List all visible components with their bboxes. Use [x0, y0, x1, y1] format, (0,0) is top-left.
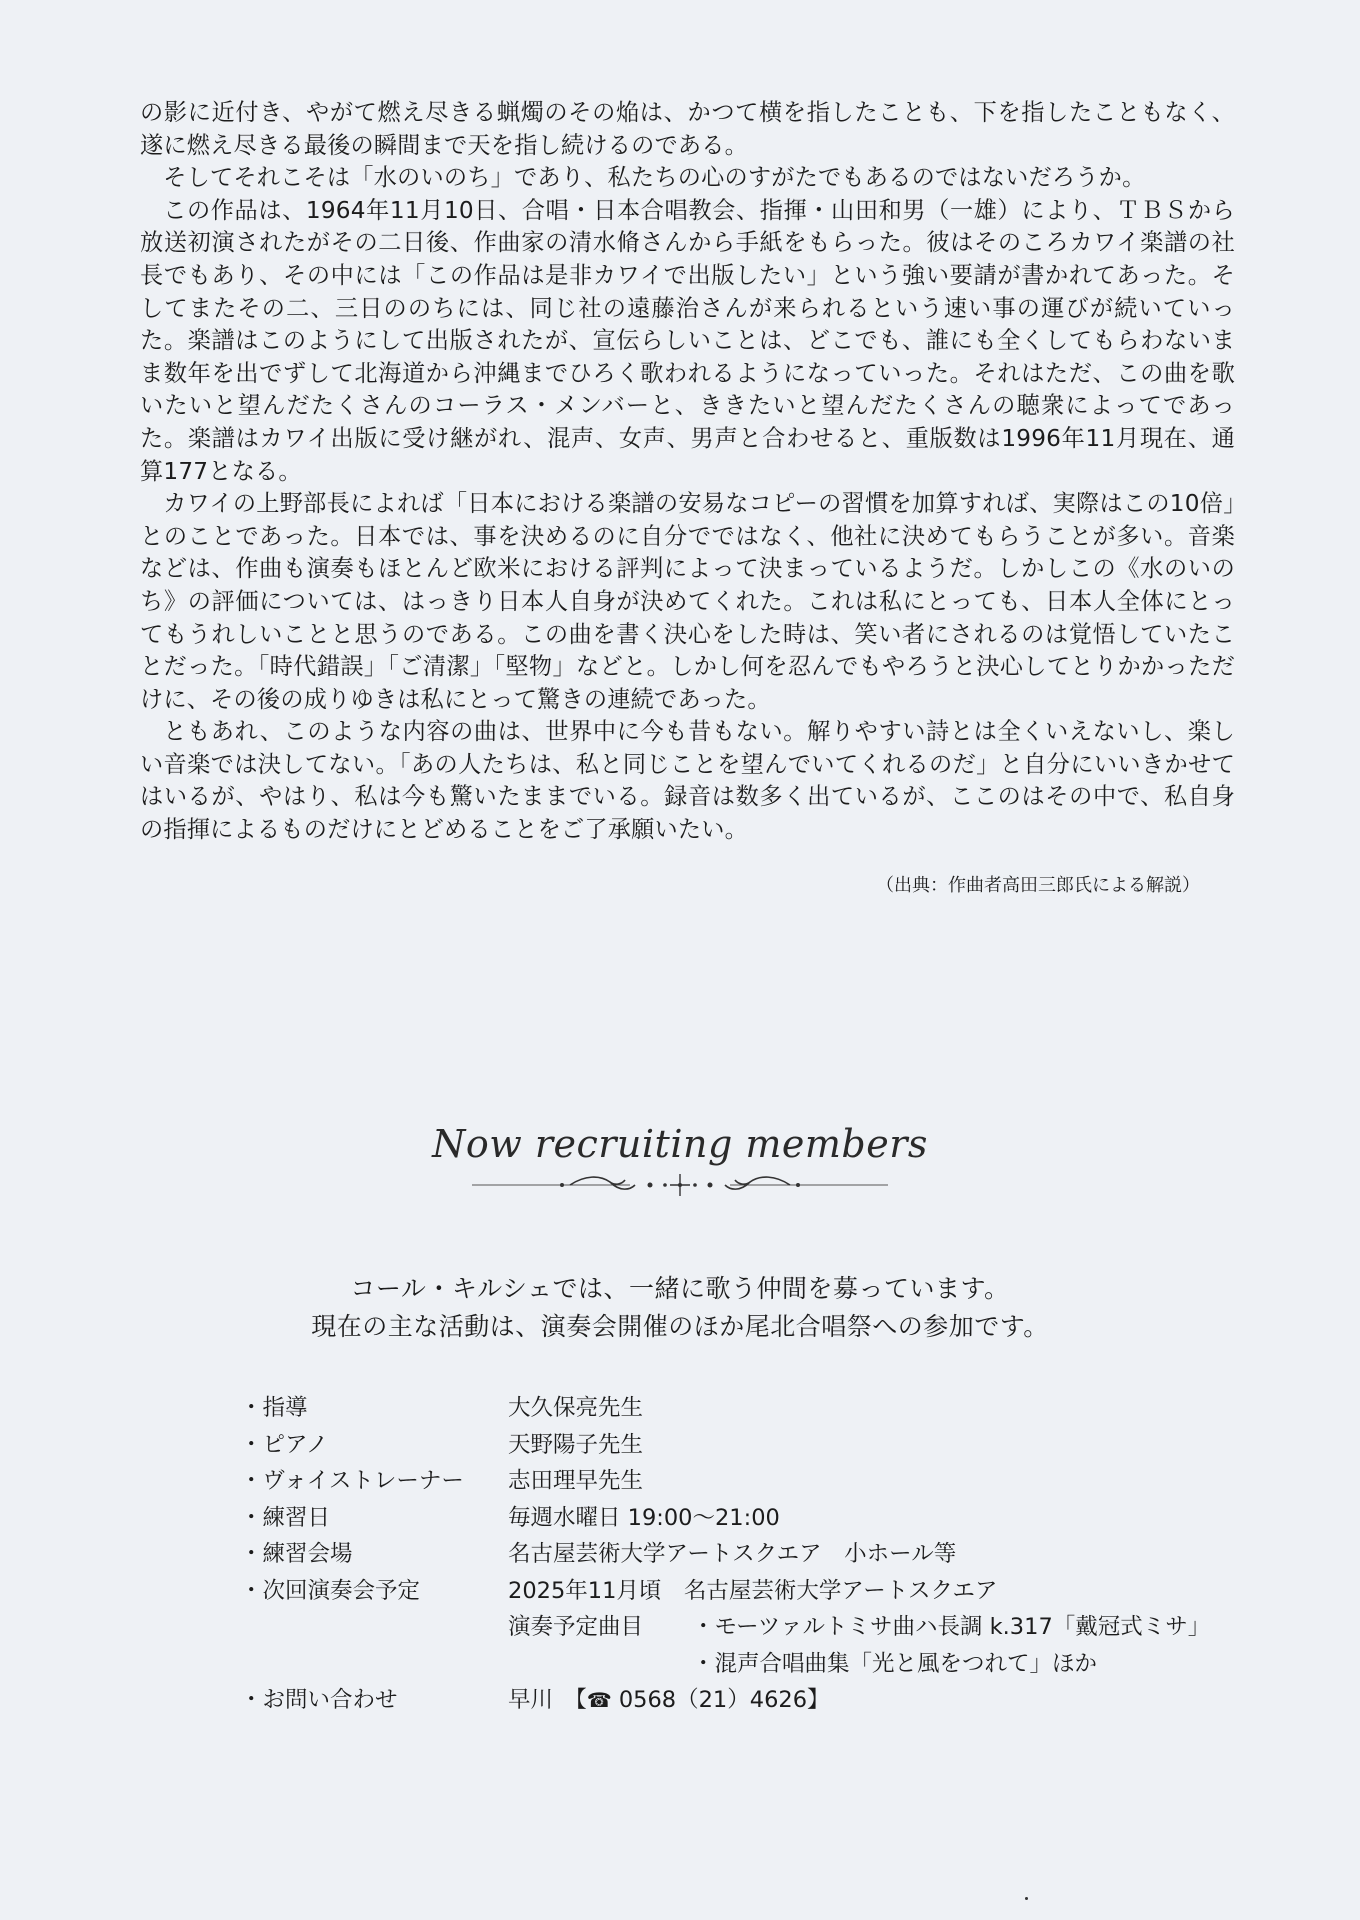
intro-line: 現在の主な活動は、演奏会開催のほか尾北合唱祭への参加です。: [311, 1312, 1049, 1341]
info-label: ・次回演奏会予定: [240, 1577, 421, 1604]
info-value: 名古屋芸術大学アートスクエア 小ホール等: [508, 1541, 957, 1567]
info-row-voice-trainer: [240, 1463, 1240, 1500]
program-item: ・モーツァルトミサ曲ハ長調 k.317「戴冠式ミサ」: [692, 1614, 1211, 1640]
scan-speck: [1025, 1897, 1028, 1900]
info-row-instructor: [240, 1390, 1240, 1427]
info-label: ・指導: [240, 1395, 308, 1421]
info-row-practice-day: [240, 1500, 1240, 1537]
info-row-piano: [240, 1427, 1240, 1464]
program-item: ・混声合唱曲集「光と風をつれて」ほか: [692, 1650, 1098, 1677]
info-row-program-cont: [240, 1646, 1240, 1683]
source-citation: （出典：作曲者高田三郎氏による解説）: [876, 875, 1200, 896]
recruit-title: Now recruiting members: [432, 1122, 928, 1166]
info-label: ・練習日: [240, 1504, 331, 1531]
essay-paragraph: そしてそれこそは「水のいのち」であり、私たちの心のすがたでもあるのではないだろうか。: [163, 164, 1146, 192]
recruit-intro: [0, 1270, 1360, 1346]
info-label: ・練習会場: [240, 1541, 353, 1567]
contact-name: 早川: [508, 1687, 554, 1713]
info-row-practice-venue: [240, 1536, 1240, 1573]
info-label: ・お問い合わせ: [240, 1687, 398, 1713]
contact-value: 早川 【☎ 0568（21）4626】: [508, 1682, 830, 1719]
recruit-info-list: [240, 1390, 1240, 1719]
essay-paragraph: ともあれ、このような内容の曲は、世界中に今も昔もない。解りやすい詩とは全くいえないし、楽しい音楽では決してない。「あの人たちは、私と同じことを望んでいてくれるのだ」と自分にいいきかせてはいるが、やはり、私は今も驚いたままでいる。録音は数多く出ているが、ここのはその中で、私自身の指揮によるものだけにとどめることをご了承願いたい。: [140, 718, 1235, 844]
info-value: 2025年11月頃 名古屋芸術大学アートスクエア: [508, 1577, 998, 1604]
info-label: ・ピアノ: [240, 1431, 329, 1458]
info-row-next-concert: [240, 1573, 1240, 1610]
intro-line: コール・キルシェでは、一緒に歌う仲間を募っています。: [350, 1274, 1010, 1303]
info-label: ・ヴォイストレーナー: [240, 1468, 464, 1494]
essay-paragraph: この作品は、1964年11月10日、合唱・日本合唱教会、指揮・山田和男（一雄）により、ＴＢＳから放送初演されたがその二日後、作曲家の清水脩さんから手紙をもらった。彼はそのころカワイ楽譜の社長でもあり、その中には「この作品は是非カワイで出版したい」という強い要請が書かれてあった。そしてまたその二、三日ののちには、同じ社の遠藤治さんが来られるという速い事の運びが続いていった。楽譜はこのようにして出版されたが、宣伝らしいことは、どこでも、誰にも全くしてもらわないまま数年を出でずして北海道から沖縄までひろく歌われるようになっていった。それはただ、この曲を歌いたいと望んだたくさんのコーラス・メンバーと、ききたいと望んだたくさんの聴衆によってであった。楽譜はカワイ出版に受け継がれ、混声、女声、男声と合わせると、重版数は1996年11月現在、通算177となる。: [140, 196, 1235, 485]
phone-icon: ☎: [586, 1688, 612, 1712]
info-value: 毎週水曜日 19:00～21:00: [508, 1504, 780, 1531]
info-row-contact: [240, 1682, 1240, 1719]
ornament-divider-icon: [470, 1170, 890, 1200]
essay: [140, 97, 1235, 847]
contact-phone: 0568（21）4626: [618, 1687, 808, 1713]
program-label: 演奏予定曲目: [508, 1614, 644, 1640]
info-value: 志田理早先生: [508, 1468, 644, 1494]
info-value: 天野陽子先生: [508, 1431, 644, 1458]
info-value: 大久保亮先生: [508, 1395, 644, 1421]
info-row-program: [240, 1609, 1240, 1646]
essay-paragraph: カワイの上野部長によれば「日本における楽譜の安易なコピーの習慣を加算すれば、実際はこの10倍」とのことであった。日本では、事を決めるのに自分でではなく、他社に決めてもらうことが多い。音楽などは、作曲も演奏もほとんど欧米における評判によって決まっているようだ。しかしこの《水のいのち》の評価については、はっきり日本人自身が決めてくれた。これは私にとっても、日本人全体にとってもうれしいことと思うのである。この曲を書く決心をした時は、笑い者にされるのは覚悟していたことだった。「時代錯誤」「ご清潔」「堅物」などと。しかし何を忍んでもやろうと決心してとりかかっただけに、その後の成りゆきは私にとって驚きの連続であった。: [140, 490, 1235, 713]
essay-paragraph: の影に近付き、やがて燃え尽きる蝋燭のその焔は、かつて横を指したことも、下を指したこともなく、遂に燃え尽きる最後の瞬間まで天を指し続けるのである。: [140, 99, 1235, 159]
